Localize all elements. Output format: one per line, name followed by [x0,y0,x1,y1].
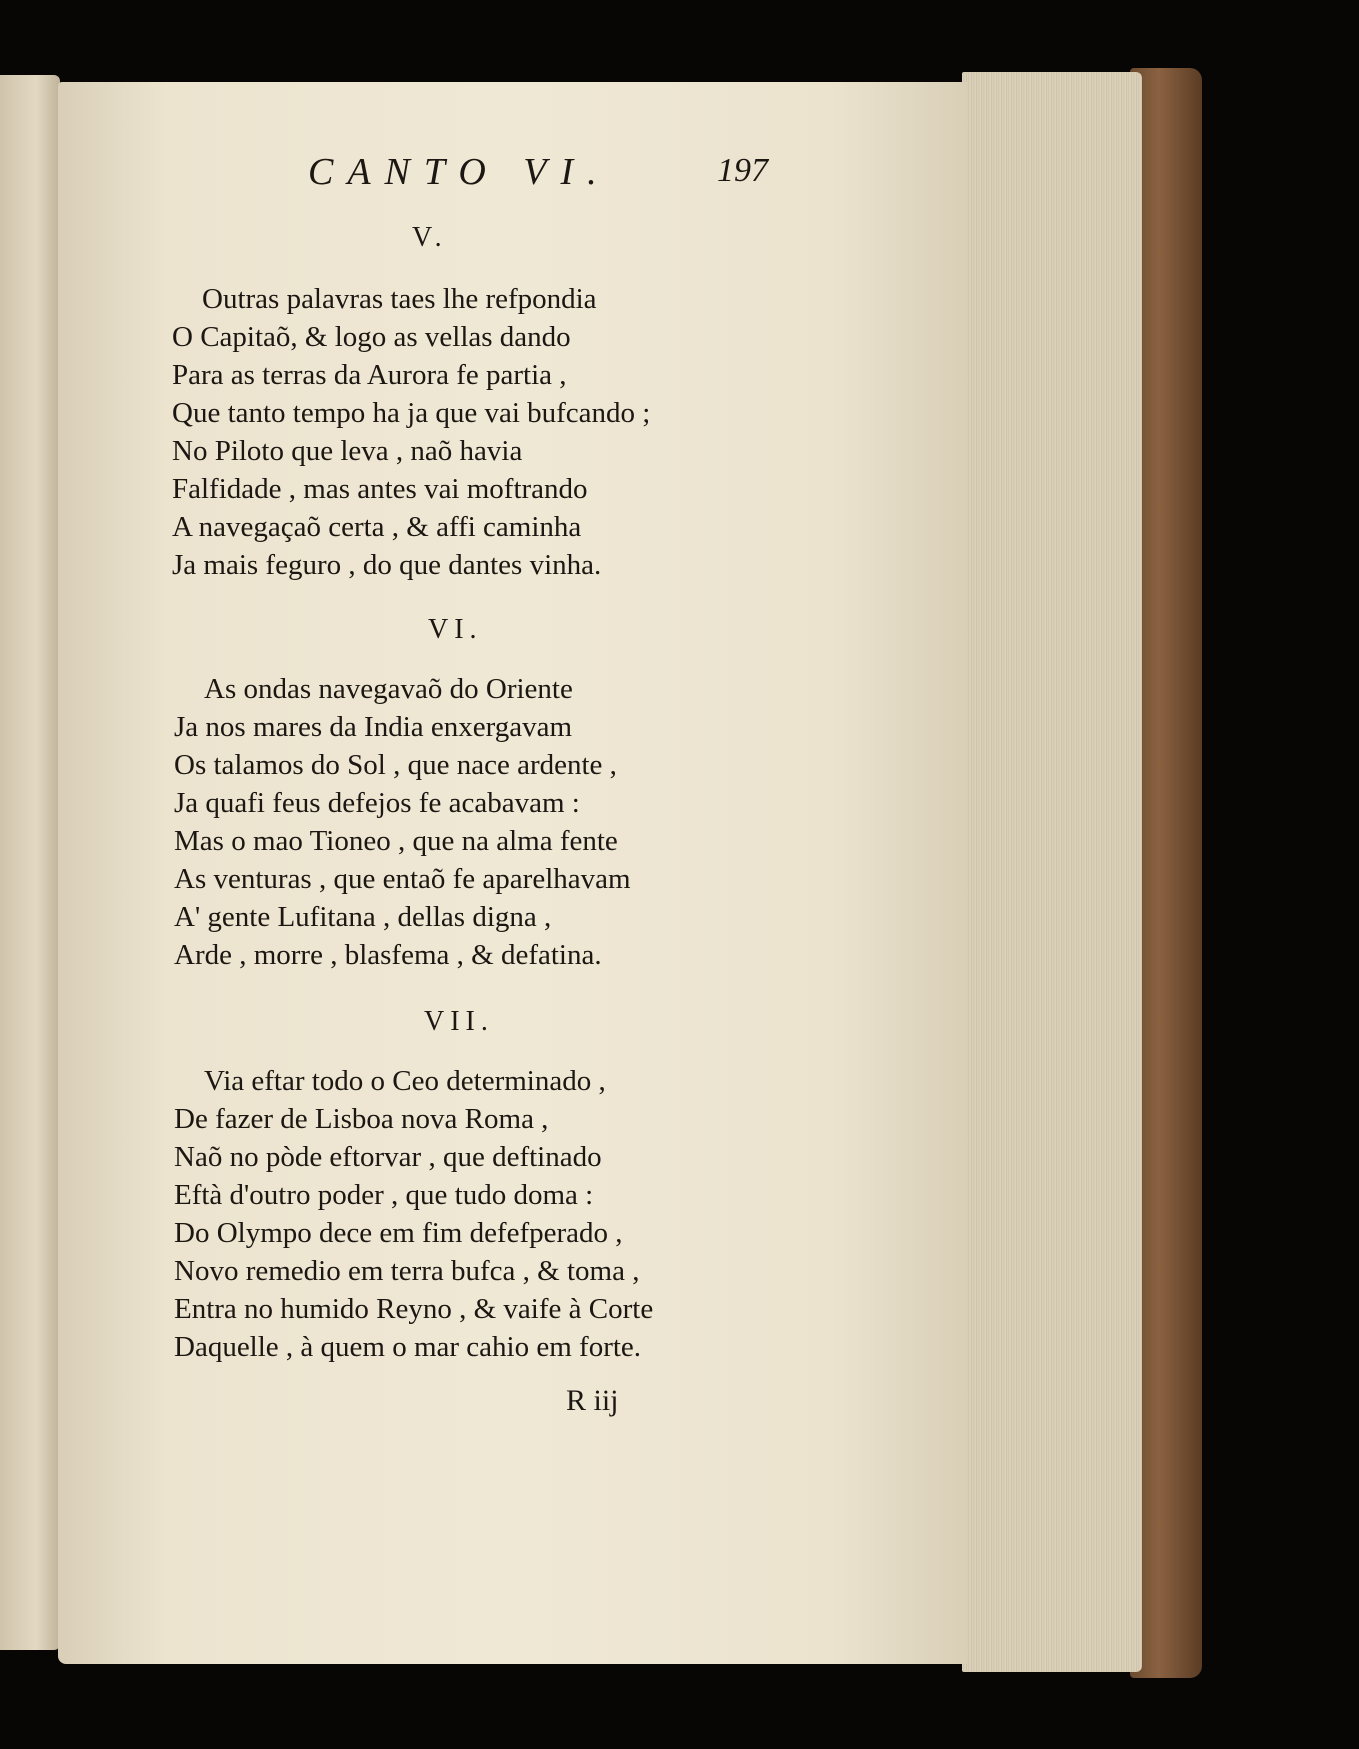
stanza-number: VII. [424,1006,494,1037]
verse-line: Mas o mao Tioneo , que na alma fente [174,825,618,857]
left-page-edge [0,75,60,1650]
verse-line: No Piloto que leva , naõ havia [172,435,523,467]
verse-line: Via eftar todo o Ceo determinado , [204,1065,606,1097]
stanza-number: VI. [428,614,483,645]
page-number: 197 [717,152,768,189]
verse-line: Daquelle , à quem o mar cahio em forte. [174,1331,642,1363]
verse-line: Falfidade , mas antes vai moftrando [172,473,588,505]
verse-line: Os talamos do Sol , que nace ardente , [174,749,617,781]
verse-line: Novo remedio em terra bufca , & toma , [174,1255,640,1287]
verse-line: Para as terras da Aurora fe partia , [172,359,567,391]
stanza-number: V. [412,222,448,253]
verse-line: As ondas navegavaõ do Oriente [204,673,573,705]
signature-mark: R iij [566,1384,619,1417]
running-title: CANTO VI. [308,151,611,193]
verse-line: Eftà d'outro poder , que tudo doma : [174,1179,594,1211]
verse-line: Ja quafi feus defejos fe acabavam : [174,787,580,819]
page-edges [962,72,1142,1672]
verse-line: Entra no humido Reyno , & vaife à Corte [174,1293,654,1325]
verse-line: Naõ no pòde eftorvar , que deftinado [174,1141,602,1173]
verse-line: Arde , morre , blasfema , & defatina. [174,939,602,971]
verse-line: As venturas , que entaõ fe aparelhavam [174,863,631,895]
verse-line: O Capitaõ, & logo as vellas dando [172,321,571,353]
verse-line: A' gente Lufitana , dellas digna , [174,901,552,933]
verse-line: Do Olympo dece em fim defefperado , [174,1217,623,1249]
verse-line: Que tanto tempo ha ja que vai bufcando ; [172,397,651,429]
verse-line: Outras palavras taes lhe refpondia [202,283,597,315]
verse-line: De fazer de Lisboa nova Roma , [174,1103,549,1135]
verse-line: Ja nos mares da India enxergavam [174,711,573,743]
page-header [308,150,768,200]
verse-line: A navegaçaõ certa , & affi caminha [172,511,582,543]
verse-line: Ja mais feguro , do que dantes vinha. [172,549,602,581]
